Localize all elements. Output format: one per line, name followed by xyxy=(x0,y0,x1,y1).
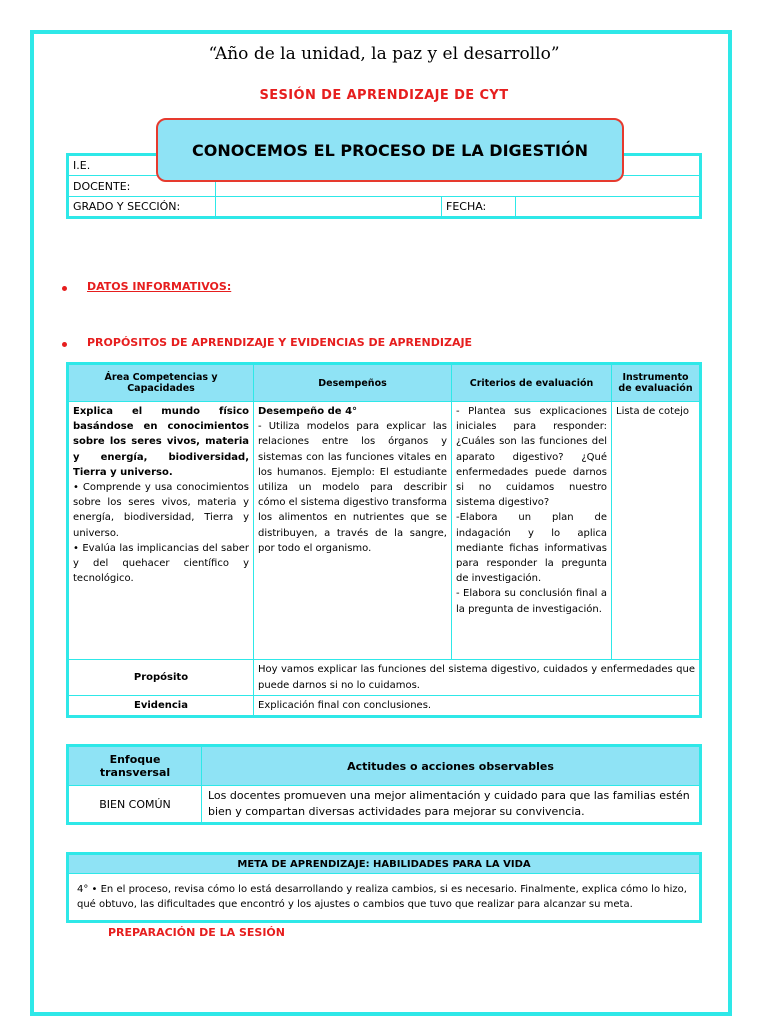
header-desempenos: Desempeños xyxy=(254,364,452,402)
ie-label: I.E. xyxy=(68,155,216,176)
section-propositos-label: PROPÓSITOS DE APRENDIZAJE Y EVIDENCIAS DE APRENDIZAJE xyxy=(87,336,473,349)
section-datos xyxy=(62,280,231,293)
purpose-table xyxy=(66,362,702,718)
section-datos-label: DATOS INFORMATIVOS: xyxy=(87,280,232,293)
section-preparacion: PREPARACIÓN DE LA SESIÓN xyxy=(108,926,285,939)
criterio-1: - Plantea sus explicaciones iniciales para responder: ¿Cuáles son las funciones del aparato digestivo? ¿Qué enfermedades puede darnos si no cuidamos nuestro sistema digestivo? xyxy=(456,406,607,509)
bullet-icon xyxy=(62,286,67,291)
proposito-text: Hoy vamos explicar las funciones del sistema digestivo, cuidados y enfermedades que puede darnos si no lo cuidamos. xyxy=(254,660,701,696)
capacidad-1: • Comprende y usa conocimientos sobre los seres vivos, materia y energía, biodiversidad, Tierra y universo. xyxy=(73,482,249,539)
header-enfoque: Enfoque transversal xyxy=(68,746,202,786)
header-actitudes: Actitudes o acciones observables xyxy=(202,746,701,786)
meta-text: 4° • En el proceso, revisa cómo lo está desarrollando y realiza cambios, si es necesario. Finalmente, explica cómo lo hizo, qué obtuvo, las dificultades que encontró y los ajustes o cambios que tuvo que realizar para alcanzar su meta. xyxy=(68,874,701,922)
grado-label: GRADO Y SECCIÓN: xyxy=(68,197,216,218)
national-motto: “Año de la unidad, la paz y el desarrollo” xyxy=(208,44,560,64)
competencia-title: Explica el mundo físico basándose en conocimientos sobre los seres vivos, materia y energía, biodiversidad, Tierra y universo. xyxy=(73,406,249,478)
criterio-2: -Elabora un plan de indagación y lo aplica mediante fichas informativas para responder la pregunta de investigación. xyxy=(456,512,607,585)
capacidad-2: • Evalúa las implicancias del saber y del quehacer científico y tecnológico. xyxy=(73,542,249,585)
enfoque-table xyxy=(66,744,702,825)
header-criterios: Criterios de evaluación xyxy=(452,364,612,402)
enfoque-value: BIEN COMÚN xyxy=(68,786,202,824)
meta-header: META DE APRENDIZAJE: HABILIDADES PARA LA VIDA xyxy=(68,854,701,874)
evidencia-text: Explicación final con conclusiones. xyxy=(254,696,701,717)
actitudes-value: Los docentes promueven una mejor alimentación y cuidado para que las familias estén bien y compartan diversas actividades para mejorar su convivencia. xyxy=(202,786,701,824)
desempeno-text: - Utiliza modelos para explicar las relaciones entre los órganos y sistemas con las funciones vitales en los humanos. Ejemplo: El estudiante utiliza un modelo para describir cómo el sistema digestivo transforma los alimentos en nutrientes que se distribuyen, a través de la sangre, por todo el organismo. xyxy=(258,421,447,554)
header-instrumento: Instrumento de evaluación xyxy=(612,364,701,402)
docente-label: DOCENTE: xyxy=(68,176,216,197)
fecha-field[interactable] xyxy=(516,197,701,218)
criterios-cell xyxy=(452,402,612,660)
instrumento-cell: Lista de cotejo xyxy=(612,402,701,660)
desempeno-title: Desempeño de 4° xyxy=(258,406,358,417)
bullet-icon xyxy=(62,342,67,347)
meta-table xyxy=(66,852,702,923)
fecha-label: FECHA: xyxy=(442,197,516,218)
desempenos-cell xyxy=(254,402,452,660)
competencias-cell xyxy=(68,402,254,660)
grado-field[interactable] xyxy=(216,197,442,218)
evidencia-label: Evidencia xyxy=(68,696,254,717)
proposito-label: Propósito xyxy=(68,660,254,696)
section-propositos xyxy=(62,336,472,349)
session-title: SESIÓN DE APRENDIZAJE DE CYT xyxy=(259,88,509,103)
topic-banner: CONOCEMOS EL PROCESO DE LA DIGESTIÓN xyxy=(156,118,624,182)
criterio-3: - Elabora su conclusión final a la pregunta de investigación. xyxy=(456,588,607,615)
header-area: Área Competencias y Capacidades xyxy=(68,364,254,402)
